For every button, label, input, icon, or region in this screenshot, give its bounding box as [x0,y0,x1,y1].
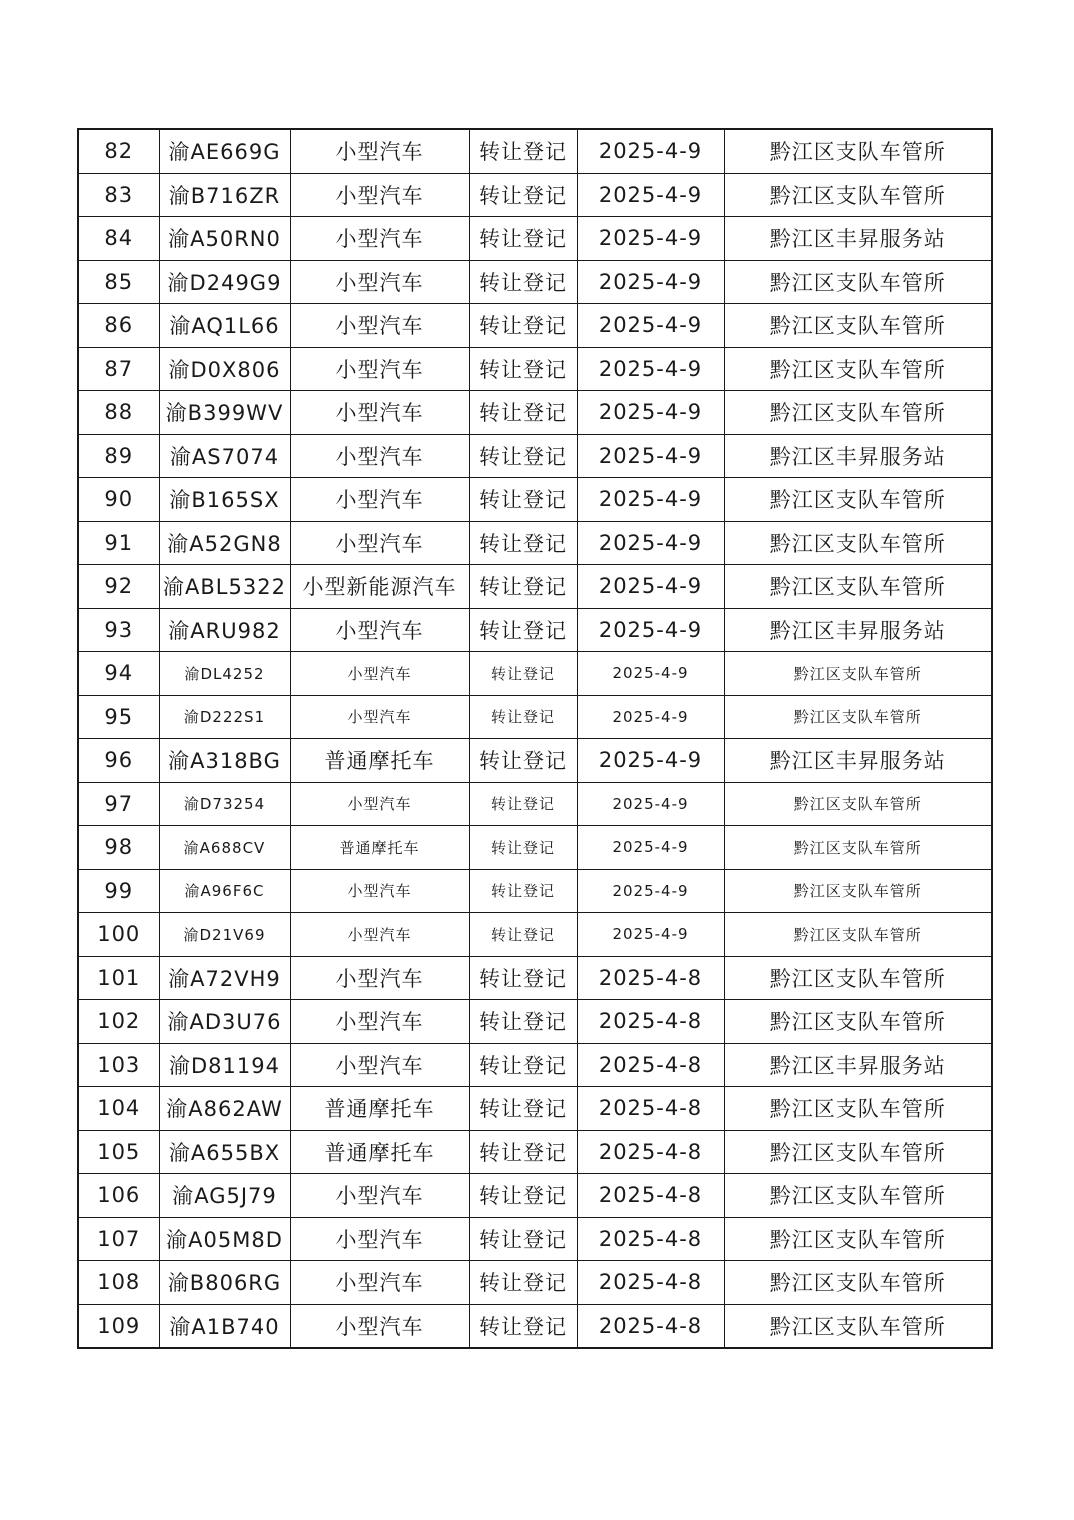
plate-number-cell: 渝A96F6C [159,869,290,913]
business-type-cell: 转让登记 [469,434,577,478]
office-name-cell: 黔江区支队车管所 [724,782,992,826]
office-name-cell: 黔江区支队车管所 [724,173,992,217]
registration-date-cell: 2025-4-8 [577,1304,724,1348]
vehicle-type-cell: 小型汽车 [290,129,469,173]
office-name-cell: 黔江区支队车管所 [724,565,992,609]
registration-date-cell: 2025-4-9 [577,129,724,173]
table-row [78,1217,992,1261]
business-type-cell: 转让登记 [469,347,577,391]
plate-number-cell: 渝DL4252 [159,652,290,696]
business-type-cell: 转让登记 [469,129,577,173]
row-number-cell: 93 [78,608,159,652]
plate-number-cell: 渝A72VH9 [159,956,290,1000]
plate-number-cell: 渝D21V69 [159,913,290,957]
business-type-cell: 转让登记 [469,1174,577,1218]
vehicle-type-cell: 小型汽车 [290,1217,469,1261]
business-type-cell: 转让登记 [469,608,577,652]
vehicle-type-cell: 小型汽车 [290,304,469,348]
plate-number-cell: 渝A05M8D [159,1217,290,1261]
vehicle-type-cell: 小型汽车 [290,347,469,391]
plate-number-cell: 渝AS7074 [159,434,290,478]
vehicle-type-cell: 小型汽车 [290,608,469,652]
vehicle-type-cell: 小型汽车 [290,173,469,217]
plate-number-cell: 渝A52GN8 [159,521,290,565]
office-name-cell: 黔江区支队车管所 [724,695,992,739]
table-row [78,478,992,522]
business-type-cell: 转让登记 [469,913,577,957]
office-name-cell: 黔江区支队车管所 [724,521,992,565]
table-row [78,1174,992,1218]
table-row [78,1130,992,1174]
office-name-cell: 黔江区丰昇服务站 [724,739,992,783]
office-name-cell: 黔江区支队车管所 [724,260,992,304]
plate-number-cell: 渝B399WV [159,391,290,435]
business-type-cell: 转让登记 [469,1130,577,1174]
plate-number-cell: 渝B716ZR [159,173,290,217]
plate-number-cell: 渝A318BG [159,739,290,783]
table-row [78,260,992,304]
registration-date-cell: 2025-4-8 [577,1261,724,1305]
registration-date-cell: 2025-4-9 [577,826,724,870]
office-name-cell: 黔江区支队车管所 [724,1304,992,1348]
plate-number-cell: 渝A1B740 [159,1304,290,1348]
table-row [78,565,992,609]
vehicle-type-cell: 小型汽车 [290,391,469,435]
plate-number-cell: 渝D222S1 [159,695,290,739]
table-row [78,826,992,870]
vehicle-type-cell: 小型汽车 [290,1261,469,1305]
table-row [78,129,992,173]
business-type-cell: 转让登记 [469,565,577,609]
office-name-cell: 黔江区支队车管所 [724,1217,992,1261]
vehicle-type-cell: 小型汽车 [290,1174,469,1218]
row-number-cell: 104 [78,1087,159,1131]
business-type-cell: 转让登记 [469,652,577,696]
business-type-cell: 转让登记 [469,956,577,1000]
business-type-cell: 转让登记 [469,869,577,913]
table-row [78,347,992,391]
vehicle-type-cell: 小型汽车 [290,478,469,522]
business-type-cell: 转让登记 [469,695,577,739]
vehicle-type-cell: 普通摩托车 [290,1130,469,1174]
office-name-cell: 黔江区支队车管所 [724,1174,992,1218]
business-type-cell: 转让登记 [469,826,577,870]
table-row [78,304,992,348]
row-number-cell: 99 [78,869,159,913]
registration-date-cell: 2025-4-9 [577,739,724,783]
registration-date-cell: 2025-4-9 [577,913,724,957]
vehicle-type-cell: 小型汽车 [290,260,469,304]
row-number-cell: 89 [78,434,159,478]
registration-date-cell: 2025-4-9 [577,869,724,913]
business-type-cell: 转让登记 [469,173,577,217]
table-row [78,1043,992,1087]
registration-date-cell: 2025-4-8 [577,1174,724,1218]
row-number-cell: 103 [78,1043,159,1087]
registration-date-cell: 2025-4-9 [577,782,724,826]
row-number-cell: 109 [78,1304,159,1348]
plate-number-cell: 渝B806RG [159,1261,290,1305]
registration-date-cell: 2025-4-9 [577,260,724,304]
table-row [78,652,992,696]
table-row [78,521,992,565]
office-name-cell: 黔江区支队车管所 [724,304,992,348]
row-number-cell: 108 [78,1261,159,1305]
row-number-cell: 102 [78,1000,159,1044]
vehicle-transfer-table [77,128,993,1349]
registration-date-cell: 2025-4-8 [577,956,724,1000]
table-row [78,391,992,435]
office-name-cell: 黔江区丰昇服务站 [724,217,992,261]
table-row [78,1087,992,1131]
vehicle-type-cell: 小型汽车 [290,869,469,913]
row-number-cell: 91 [78,521,159,565]
registration-date-cell: 2025-4-9 [577,173,724,217]
registration-date-cell: 2025-4-9 [577,304,724,348]
row-number-cell: 98 [78,826,159,870]
table-row [78,782,992,826]
plate-number-cell: 渝A862AW [159,1087,290,1131]
office-name-cell: 黔江区支队车管所 [724,1130,992,1174]
office-name-cell: 黔江区支队车管所 [724,1000,992,1044]
vehicle-type-cell: 小型汽车 [290,652,469,696]
registration-date-cell: 2025-4-8 [577,1087,724,1131]
plate-number-cell: 渝AE669G [159,129,290,173]
row-number-cell: 85 [78,260,159,304]
row-number-cell: 88 [78,391,159,435]
registration-date-cell: 2025-4-8 [577,1000,724,1044]
registration-date-cell: 2025-4-9 [577,391,724,435]
registration-date-cell: 2025-4-9 [577,217,724,261]
plate-number-cell: 渝D81194 [159,1043,290,1087]
table-row [78,956,992,1000]
vehicle-type-cell: 普通摩托车 [290,826,469,870]
business-type-cell: 转让登记 [469,304,577,348]
registration-date-cell: 2025-4-9 [577,521,724,565]
row-number-cell: 82 [78,129,159,173]
table-row [78,1261,992,1305]
business-type-cell: 转让登记 [469,1000,577,1044]
office-name-cell: 黔江区丰昇服务站 [724,1043,992,1087]
business-type-cell: 转让登记 [469,391,577,435]
plate-number-cell: 渝D73254 [159,782,290,826]
vehicle-type-cell: 小型汽车 [290,1000,469,1044]
registration-date-cell: 2025-4-9 [577,347,724,391]
business-type-cell: 转让登记 [469,1217,577,1261]
table-row [78,913,992,957]
business-type-cell: 转让登记 [469,1304,577,1348]
office-name-cell: 黔江区支队车管所 [724,1087,992,1131]
table-row [78,608,992,652]
row-number-cell: 101 [78,956,159,1000]
office-name-cell: 黔江区支队车管所 [724,478,992,522]
registration-date-cell: 2025-4-8 [577,1130,724,1174]
registration-date-cell: 2025-4-9 [577,434,724,478]
row-number-cell: 87 [78,347,159,391]
row-number-cell: 92 [78,565,159,609]
registration-date-cell: 2025-4-9 [577,652,724,696]
business-type-cell: 转让登记 [469,739,577,783]
row-number-cell: 106 [78,1174,159,1218]
table-row [78,434,992,478]
vehicle-type-cell: 小型汽车 [290,1043,469,1087]
business-type-cell: 转让登记 [469,478,577,522]
office-name-cell: 黔江区支队车管所 [724,869,992,913]
plate-number-cell: 渝D0X806 [159,347,290,391]
office-name-cell: 黔江区支队车管所 [724,956,992,1000]
row-number-cell: 90 [78,478,159,522]
business-type-cell: 转让登记 [469,782,577,826]
office-name-cell: 黔江区支队车管所 [724,913,992,957]
office-name-cell: 黔江区丰昇服务站 [724,608,992,652]
office-name-cell: 黔江区支队车管所 [724,347,992,391]
office-name-cell: 黔江区丰昇服务站 [724,434,992,478]
plate-number-cell: 渝A688CV [159,826,290,870]
row-number-cell: 94 [78,652,159,696]
registration-date-cell: 2025-4-8 [577,1043,724,1087]
business-type-cell: 转让登记 [469,260,577,304]
business-type-cell: 转让登记 [469,1043,577,1087]
office-name-cell: 黔江区支队车管所 [724,129,992,173]
vehicle-type-cell: 小型汽车 [290,913,469,957]
row-number-cell: 83 [78,173,159,217]
table-row [78,217,992,261]
registration-date-cell: 2025-4-9 [577,608,724,652]
row-number-cell: 100 [78,913,159,957]
row-number-cell: 107 [78,1217,159,1261]
table-row [78,739,992,783]
registration-date-cell: 2025-4-9 [577,565,724,609]
vehicle-type-cell: 小型汽车 [290,695,469,739]
vehicle-type-cell: 小型汽车 [290,521,469,565]
plate-number-cell: 渝D249G9 [159,260,290,304]
registration-date-cell: 2025-4-9 [577,695,724,739]
plate-number-cell: 渝AG5J79 [159,1174,290,1218]
table-row [78,695,992,739]
table-row [78,173,992,217]
business-type-cell: 转让登记 [469,1261,577,1305]
business-type-cell: 转让登记 [469,1087,577,1131]
plate-number-cell: 渝ABL5322 [159,565,290,609]
plate-number-cell: 渝A50RN0 [159,217,290,261]
plate-number-cell: 渝AQ1L66 [159,304,290,348]
table-body [78,129,992,1348]
table-row [78,1000,992,1044]
table-row [78,869,992,913]
vehicle-type-cell: 小型汽车 [290,217,469,261]
vehicle-type-cell: 普通摩托车 [290,1087,469,1131]
plate-number-cell: 渝ARU982 [159,608,290,652]
row-number-cell: 97 [78,782,159,826]
vehicle-type-cell: 小型汽车 [290,782,469,826]
vehicle-type-cell: 小型汽车 [290,434,469,478]
row-number-cell: 105 [78,1130,159,1174]
row-number-cell: 95 [78,695,159,739]
vehicle-type-cell: 小型新能源汽车 [290,565,469,609]
plate-number-cell: 渝B165SX [159,478,290,522]
table-row [78,1304,992,1348]
registration-date-cell: 2025-4-9 [577,478,724,522]
office-name-cell: 黔江区支队车管所 [724,652,992,696]
vehicle-type-cell: 普通摩托车 [290,739,469,783]
plate-number-cell: 渝AD3U76 [159,1000,290,1044]
business-type-cell: 转让登记 [469,217,577,261]
office-name-cell: 黔江区支队车管所 [724,826,992,870]
row-number-cell: 84 [78,217,159,261]
vehicle-type-cell: 小型汽车 [290,956,469,1000]
row-number-cell: 96 [78,739,159,783]
registration-date-cell: 2025-4-8 [577,1217,724,1261]
office-name-cell: 黔江区支队车管所 [724,391,992,435]
plate-number-cell: 渝A655BX [159,1130,290,1174]
business-type-cell: 转让登记 [469,521,577,565]
office-name-cell: 黔江区支队车管所 [724,1261,992,1305]
row-number-cell: 86 [78,304,159,348]
vehicle-type-cell: 小型汽车 [290,1304,469,1348]
